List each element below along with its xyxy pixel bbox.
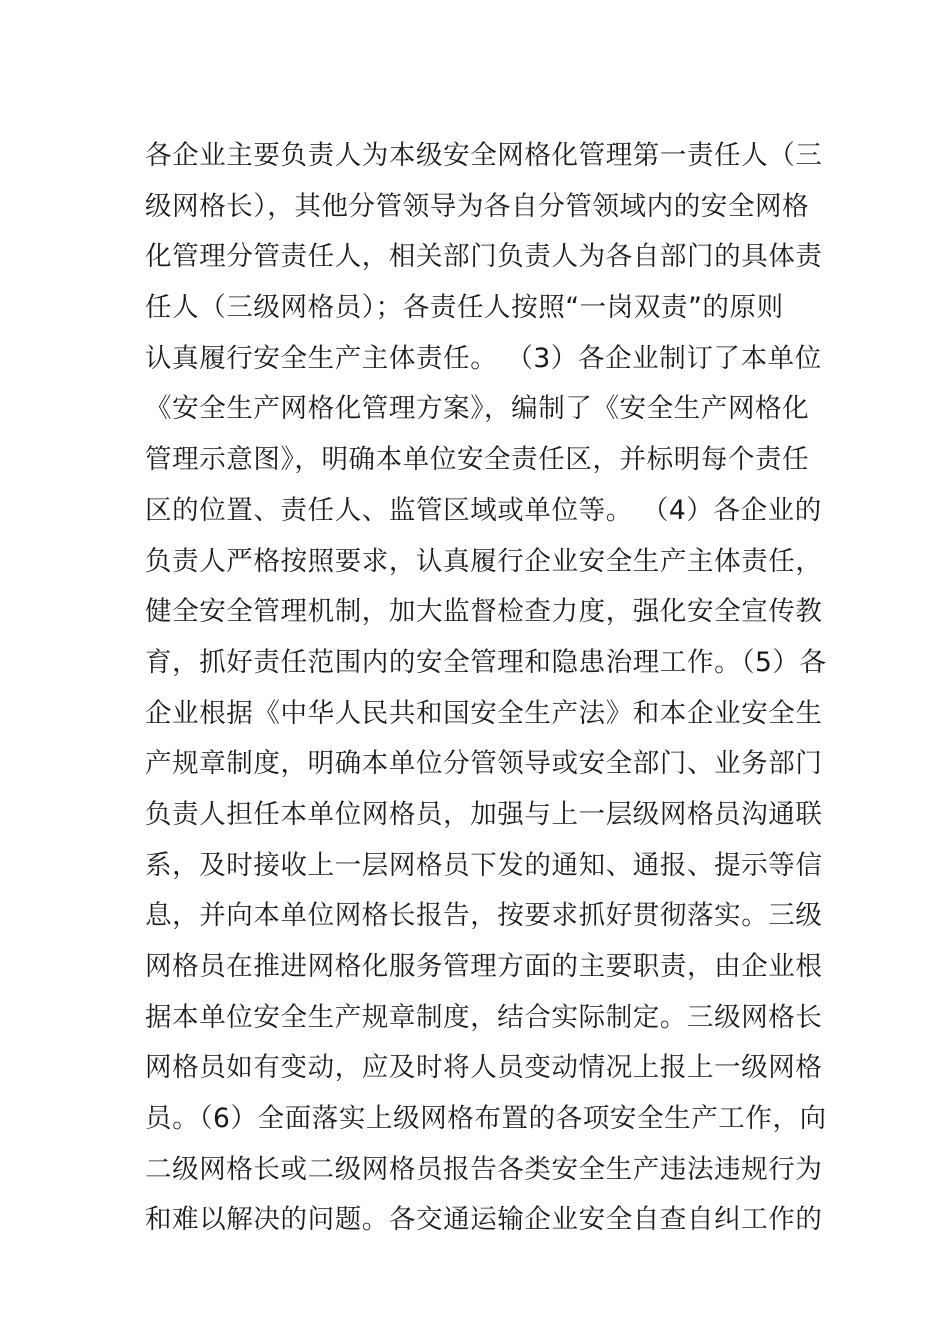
- text-line: 员。（6）全面落实上级网格布置的各项安全生产工作，向: [145, 1103, 827, 1135]
- text-line: 产规章制度，明确本单位分管领导或安全部门、业务部门: [145, 748, 823, 780]
- text-line: 认真履行安全生产主体责任。 （3）各企业制订了本单位: [145, 342, 822, 374]
- text-line: 任人（三级网格员）；各责任人按照“一岗双责”的原则: [145, 292, 784, 324]
- text-line: 和难以解决的问题。各交通运输企业安全自查自纠工作的: [145, 1204, 823, 1236]
- text-line: 《安全生产网格化管理方案》，编制了《安全生产网格化: [145, 393, 810, 425]
- text-line: 负责人严格按照要求，认真履行企业安全生产主体责任，: [145, 545, 823, 577]
- text-line: 级网格长），其他分管领导为各自分管领域内的安全网格: [145, 190, 810, 222]
- text-line: 息，并向本单位网格长报告，按要求抓好贯彻落实。三级: [145, 900, 823, 932]
- text-line: 二级网格长或二级网格员报告各类安全生产违法违规行为: [145, 1153, 823, 1185]
- text-line: 企业根据《中华人民共和国安全生产法》和本企业安全生: [145, 697, 823, 729]
- text-line: 网格员如有变动，应及时将人员变动情况上报上一级网格: [145, 1052, 823, 1084]
- text-line: 据本单位安全生产规章制度，结合实际制定。三级网格长: [145, 1001, 823, 1033]
- text-line: 健全安全管理机制，加大监督检查力度，强化安全宣传教: [145, 596, 823, 628]
- text-line: 网格员在推进网格化服务管理方面的主要职责，由企业根: [145, 951, 823, 982]
- text-line: 负责人担任本单位网格员，加强与上一层级网格员沟通联: [145, 798, 823, 830]
- text-line: 各企业主要负责人为本级安全网格化管理第一责任人（三: [145, 140, 823, 171]
- body-paragraph: [145, 131, 827, 1246]
- text-line: 管理示意图》，明确本单位安全责任区，并标明每个责任: [145, 444, 810, 476]
- text-line: 化管理分管责任人，相关部门负责人为各自部门的具体责: [145, 241, 823, 273]
- text-line: 育，抓好责任范围内的安全管理和隐患治理工作。（5）各: [145, 646, 827, 678]
- text-line: 区的位置、责任人、监管区域或单位等。 （4）各企业的: [145, 494, 822, 526]
- text-line: 系，及时接收上一层网格员下发的通知、通报、提示等信: [145, 849, 823, 881]
